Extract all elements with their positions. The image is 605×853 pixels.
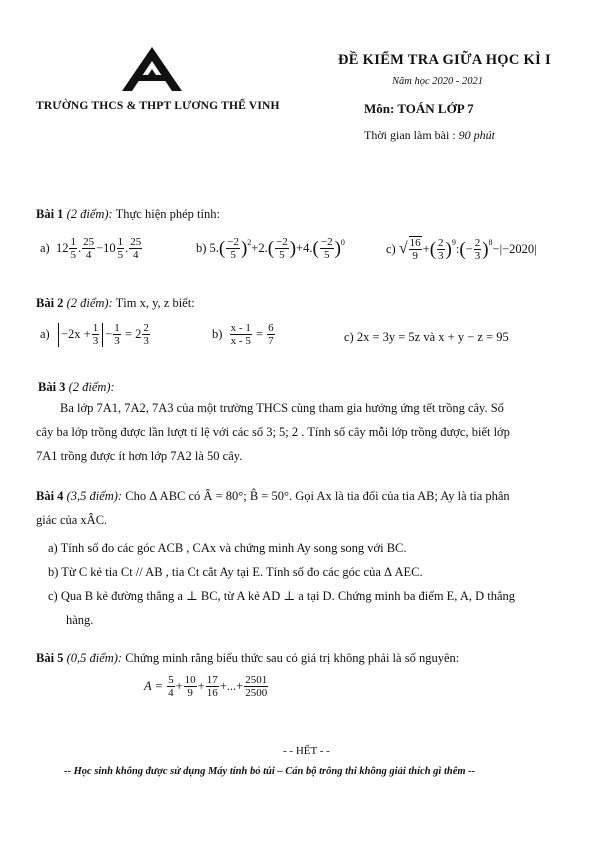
school-year: Năm học 2020 - 2021 (392, 76, 483, 87)
school-name: TRƯỜNG THCS & THPT LƯƠNG THẾ VINH (36, 100, 280, 112)
subject: Môn: TOÁN LỚP 7 (364, 101, 474, 116)
bai1-c: c) √ 16 9 + ( 2 3 ) 9 : ( − $\frac{2}{3}$ ) 8 −|−2020| (386, 236, 537, 263)
bai1-heading: Bài 1 (2 điểm): Thực hiện phép tính: (36, 207, 220, 221)
bai4-line2: giác của xÂC. (36, 513, 108, 527)
school-logo (120, 45, 184, 93)
bai4-line1: Bài 4 (3,5 điểm): Cho Δ ABC có Â = 80°; B̂ = 50°. Gọi Ax là tia đối của tia AB; Ay là tia phân (36, 489, 510, 503)
time-limit: Thời gian làm bài : 90 phút (364, 128, 496, 142)
bai3-line3: 7A1 trồng được ít hơn lớp 7A2 là 50 cây. (36, 449, 243, 463)
bai2-b: b) $\frac{x - 1}{x - 5}$ = $\frac{6}{7}$ (212, 322, 274, 348)
exam-title: ĐỀ KIỂM TRA GIỮA HỌC KÌ I (338, 52, 551, 68)
bai5-expression: A = $\frac{5}{4}$ + $\frac{10}{9}$ + $\frac{17}{16}$ +...+ $\frac{2501}{2500}$ (144, 674, 268, 700)
bai4-b: b) Từ C kẻ tia Ct // AB , tia Ct cắt Ay tại E. Tính số đo các góc của Δ AEC. (48, 565, 423, 579)
bai3-heading: Bài 3 (2 điểm): (38, 380, 115, 394)
bai1-b: b) 5. ( −2 5 ) 2 +2. ( −2 5 ) +4. ( −2 5 ) 0 (196, 236, 345, 262)
bai3-line1: Ba lớp 7A1, 7A2, 7A3 của một trường THCS cùng tham gia hưởng ứng tết trồng cây. Số (60, 401, 504, 415)
bai2-c: c) 2x = 3y = 5z và x + y − z = 95 (344, 330, 509, 344)
bai2-a: a) −2x + $\frac{1}{3}$ − $\frac{1}{3}$ = 2 2 3 (40, 322, 149, 348)
bai4-c1: c) Qua B kẻ đường thẳng a ⊥ BC, từ A kẻ AD ⊥ a tại D. Chứng minh ba điểm E, A, D thẳng (48, 589, 516, 603)
bai3-line2: cây ba lớp trồng được lần lượt tỉ lệ với các số 3; 5; 2 . Tính số cây mỗi lớp trồng được, biết lớp (36, 425, 510, 439)
bai4-c2: hàng. (66, 613, 94, 627)
end-marker: - - HẾT - - (283, 745, 330, 757)
bai2-heading: Bài 2 (2 điểm): Tìm x, y, z biết: (36, 296, 195, 310)
bai5-heading: Bài 5 (0,5 điểm): Chứng minh rằng biểu thức sau có giá trị không phải là số nguyên: (36, 651, 460, 665)
footer-note: -- Học sinh không được sử dụng Máy tính bỏ túi – Cán bộ trông thi không giải thích gì thêm -- (64, 766, 476, 777)
bai4-a: a) Tính số đo các góc ACB , CAx và chứng minh Ay song song với BC. (48, 541, 407, 555)
bai1-a: a) 12 1 5 . 25 4 −10 1 5 . 25 4 (40, 236, 142, 262)
